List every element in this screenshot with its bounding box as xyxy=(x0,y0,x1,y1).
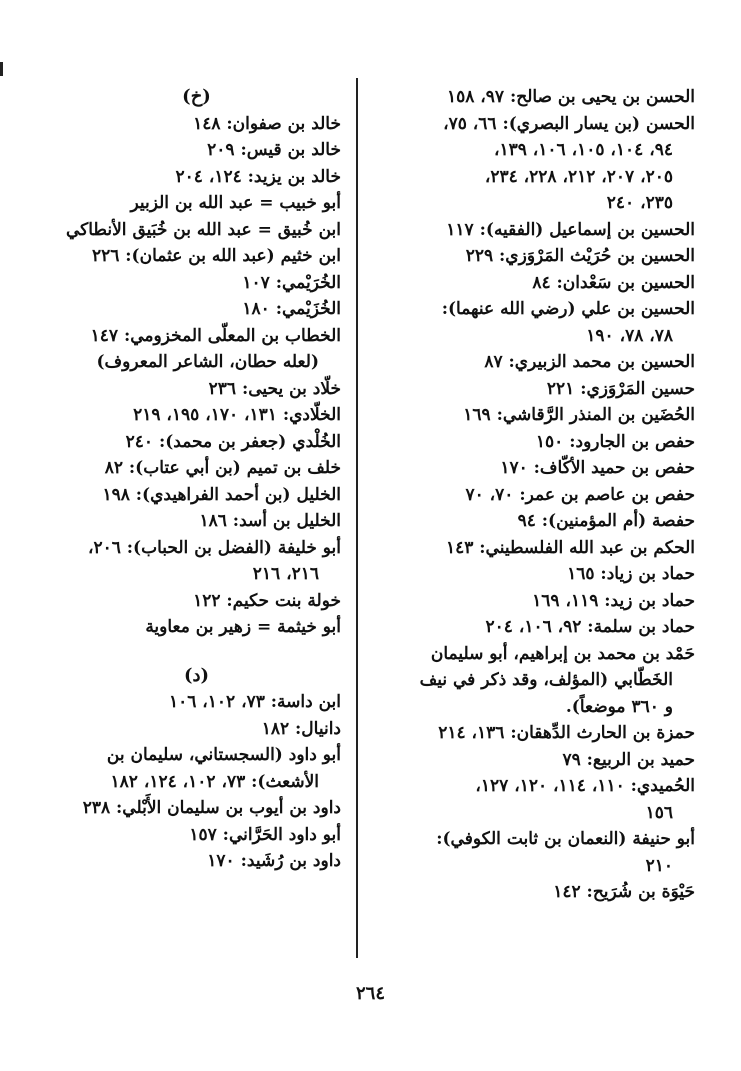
index-entry-line: أبو خليفة (الفضل بن الحباب): ٢٠٦، xyxy=(87,537,341,558)
index-entry-line: ٢٣٥، ٢٤٠ xyxy=(606,193,673,213)
index-entry-line: الحكم بن عبد الله الفلسطيني: ١٤٣ xyxy=(445,537,695,558)
index-entry-line: (لعله حطان، الشاعر المعروف) xyxy=(96,352,319,372)
index-entry-line: أبو داود (السجستاني، سليمان بن xyxy=(106,745,341,765)
index-entry-line: حفصة (أم المؤمنين): ٩٤ xyxy=(517,511,695,531)
index-entry-line: الحُضَين بن المنذر الرَّقاشي: ١٦٩ xyxy=(463,405,695,425)
left-column xyxy=(52,84,341,875)
index-entry-line: الحسين بن محمد الزبيري: ٨٧ xyxy=(484,352,695,372)
page-edge-mark xyxy=(0,62,3,76)
index-entry-line: الحُميدي: ١١٠، ١١٤، ١٢٠، ١٢٧، xyxy=(475,776,695,796)
index-entry-line: خالد بن يزيد: ١٢٤، ٢٠٤ xyxy=(175,166,341,187)
index-entry-line: و ٣٦٠ موضعاً). xyxy=(565,696,673,717)
index-entry-line: الحسين بن علي (رضي الله عنهما): xyxy=(441,299,695,319)
index-entry-line: خالد بن صفوان: ١٤٨ xyxy=(193,113,341,134)
section-letter-heading: (خ) xyxy=(182,86,211,107)
index-entry-line: خالد بن قيس: ٢٠٩ xyxy=(207,140,341,160)
index-entry-line: الخُرَيْمي: ١٠٧ xyxy=(242,272,341,293)
index-entry-line: الخُلْدي (جعفر بن محمد): ٢٤٠ xyxy=(125,431,341,452)
index-entry-line: ٢١٦، ٢١٦ xyxy=(252,564,319,584)
index-entry-line: ٩٤، ١٠٤، ١٠٥، ١٠٦، ١٣٩، xyxy=(493,140,673,160)
index-entry-line: الحسين بن إسماعيل (الفقيه): ١١٧ xyxy=(446,219,695,240)
index-entry-line: داود بن أيوب بن سليمان الأَبْلي: ٢٣٨ xyxy=(82,798,341,818)
index-entry-line: الخَطّابي (المؤلف، وقد ذكر في نيف xyxy=(419,670,673,690)
index-entry-line: أبو خيثمة = زهير بن معاوية xyxy=(145,617,341,637)
column-divider xyxy=(356,78,358,958)
index-entry-line: الحسين بن حُرَيْث المَرْوَزي: ٢٢٩ xyxy=(465,246,695,266)
index-entry-line: ابن داسة: ٧٣، ١٠٢، ١٠٦ xyxy=(168,692,341,712)
index-entry-line: الأشعث): ٧٣، ١٠٢، ١٢٤، ١٨٢ xyxy=(110,771,319,792)
index-entry-line: خولة بنت حكيم: ١٢٢ xyxy=(193,590,341,611)
index-entry-line: حسين المَرْوَزي: ٢٢١ xyxy=(546,378,695,399)
index-entry-line: حَيْوَة بن شُرَيح: ١٤٢ xyxy=(553,882,695,902)
index-entry-line: ابن خثيم (عبد الله بن عثمان): ٢٢٦ xyxy=(91,246,341,266)
index-entry-line: أبو حنيفة (النعمان بن ثابت الكوفي): xyxy=(436,829,695,849)
page-number: ٢٦٤ xyxy=(355,983,385,1004)
index-entry-line: دانيال: ١٨٢ xyxy=(261,718,341,739)
index-entry-line: ٢٠٥، ٢٠٧، ٢١٢، ٢٢٨، ٢٣٤، xyxy=(484,166,673,187)
index-entry-line: حفص بن الجارود: ١٥٠ xyxy=(535,431,695,452)
index-entry-line: الخليل (بن أحمد الفراهيدي): ١٩٨ xyxy=(102,484,341,505)
section-letter-heading: (د) xyxy=(183,664,210,686)
index-entry-line: حماد بن زياد: ١٦٥ xyxy=(567,564,695,584)
index-entry-line: الخلّادي: ١٣١، ١٧٠، ١٩٥، ٢١٩ xyxy=(133,405,341,425)
index-entry-line: داود بن رُشَيد: ١٧٠ xyxy=(207,851,341,871)
index-entry-line: ١٥٦ xyxy=(645,802,673,823)
index-entry-line: الحسن (بن يسار البصري): ٦٦، ٧٥، xyxy=(443,113,695,134)
index-entry-line: حفص بن حميد الأكّاف: ١٧٠ xyxy=(500,458,695,478)
index-entry-line: خلّاد بن يحيى: ٢٣٦ xyxy=(208,378,341,399)
index-entry-line: الخطاب بن المعلّى المخزومي: ١٤٧ xyxy=(90,325,341,346)
right-column xyxy=(375,84,695,906)
index-entry-line: حمزة بن الحارث الدِّهقان: ١٣٦، ٢١٤ xyxy=(438,723,695,743)
index-entry-line: الحسين بن سَعْدان: ٨٤ xyxy=(532,272,695,293)
index-entry-line: الخُزَيْمي: ١٨٠ xyxy=(242,299,341,319)
index-entry-line: ابن خُبيق = عبد الله بن خُبَيق الأنطاكي xyxy=(65,219,341,240)
index-entry-line: خلف بن تميم (بن أبي عتاب): ٨٢ xyxy=(104,458,341,478)
index-entry-line: حماد بن سلمة: ٩٢، ١٠٦، ٢٠٤ xyxy=(485,617,695,637)
index-entry-line: أبو داود الحَرَّاني: ١٥٧ xyxy=(189,824,341,845)
index-entry-line: ٧٨، ٧٨، ١٩٠ xyxy=(586,325,673,346)
index-entry-line: الحسن بن يحيى بن صالح: ٩٧، ١٥٨ xyxy=(446,87,695,107)
section-gap xyxy=(52,641,341,663)
index-entry-line: ٢١٠ xyxy=(645,855,673,876)
index-entry-line: أبو خبيب = عبد الله بن الزبير xyxy=(130,193,341,213)
index-entry-line: الخليل بن أسد: ١٨٦ xyxy=(199,511,341,531)
index-entry-line: حماد بن زيد: ١١٩، ١٦٩ xyxy=(532,590,695,611)
index-entry-line: حفص بن عاصم بن عمر: ٧٠، ٧٠ xyxy=(465,484,695,505)
index-entry-line: حميد بن الربيع: ٧٩ xyxy=(562,749,695,770)
index-entry-line: حَمْد بن محمد بن إبراهيم، أبو سليمان xyxy=(430,643,695,664)
